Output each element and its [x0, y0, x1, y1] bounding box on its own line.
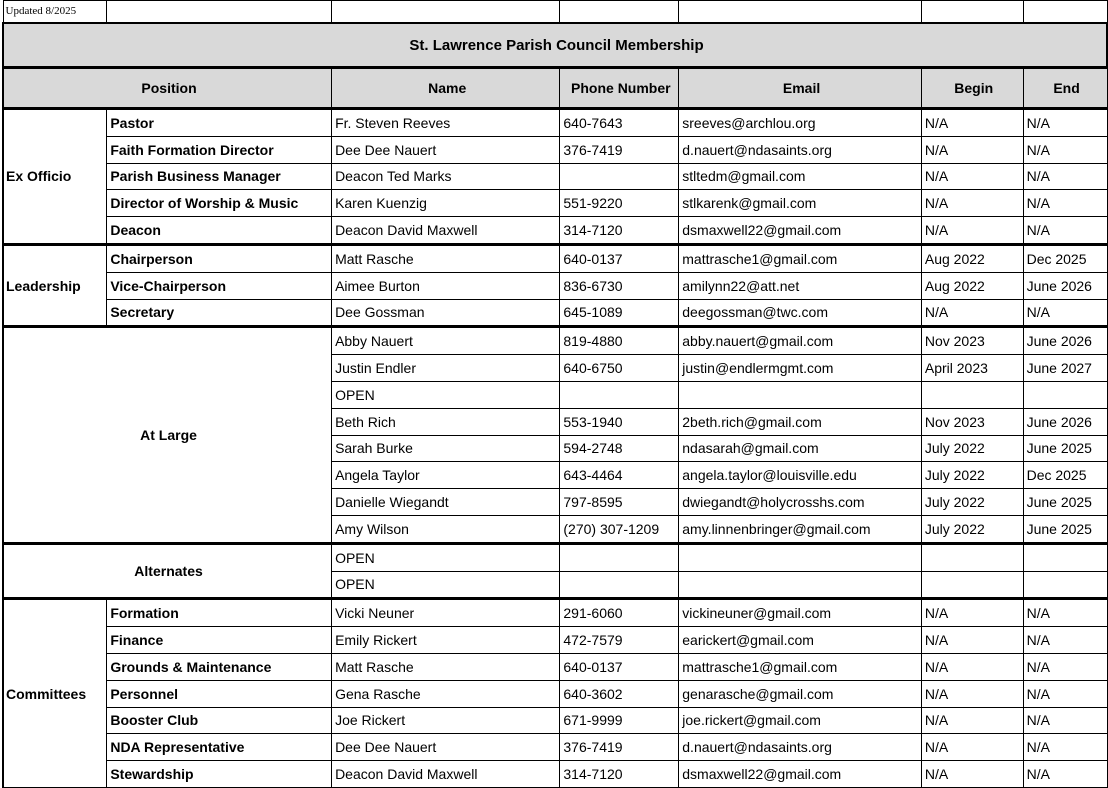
begin-cell [921, 571, 1023, 599]
name-cell: Deacon David Maxwell [332, 217, 560, 245]
begin-cell: Nov 2023 [921, 408, 1023, 435]
position-cell: Director of Worship & Music [107, 190, 332, 217]
end-cell: June 2026 [1023, 272, 1107, 299]
begin-cell: N/A [921, 163, 1023, 190]
empty-cell [560, 1, 679, 24]
updated-label: Updated 8/2025 [3, 1, 107, 24]
end-cell: Dec 2025 [1023, 244, 1107, 272]
name-cell: Beth Rich [332, 408, 560, 435]
name-cell: Matt Rasche [332, 244, 560, 272]
name-cell: Dee Gossman [332, 299, 560, 327]
email-cell: ndasarah@gmail.com [679, 435, 922, 462]
end-cell: N/A [1023, 599, 1107, 627]
at-large-row [3, 327, 1107, 355]
ex-officio-row [3, 190, 1107, 217]
begin-cell: July 2022 [921, 435, 1023, 462]
empty-cell [1023, 1, 1107, 24]
end-cell: June 2026 [1023, 408, 1107, 435]
name-cell: OPEN [332, 381, 560, 408]
email-cell [679, 543, 922, 571]
email-cell: stlkarenk@gmail.com [679, 190, 922, 217]
name-cell: Deacon David Maxwell [332, 761, 560, 788]
begin-cell: N/A [921, 217, 1023, 245]
page-title: St. Lawrence Parish Council Membership [3, 23, 1107, 68]
position-cell: Pastor [107, 109, 332, 137]
end-cell: June 2025 [1023, 489, 1107, 516]
header-end: End [1023, 68, 1107, 109]
begin-cell: N/A [921, 653, 1023, 680]
end-cell: June 2025 [1023, 515, 1107, 543]
phone-cell: 594-2748 [560, 435, 679, 462]
position-cell: Faith Formation Director [107, 136, 332, 163]
header-position: Position [3, 68, 332, 109]
position-cell: Chairperson [107, 244, 332, 272]
leadership-row [3, 244, 1107, 272]
email-cell: dsmaxwell22@gmail.com [679, 761, 922, 788]
end-cell: Dec 2025 [1023, 462, 1107, 489]
end-cell: N/A [1023, 299, 1107, 327]
begin-cell: Aug 2022 [921, 244, 1023, 272]
position-cell: Grounds & Maintenance [107, 653, 332, 680]
begin-cell [921, 381, 1023, 408]
position-cell: Stewardship [107, 761, 332, 788]
phone-cell: 376-7419 [560, 136, 679, 163]
phone-cell: 314-7120 [560, 761, 679, 788]
email-cell: angela.taylor@louisville.edu [679, 462, 922, 489]
end-cell: N/A [1023, 707, 1107, 734]
end-cell: N/A [1023, 136, 1107, 163]
begin-cell: N/A [921, 761, 1023, 788]
end-cell: June 2027 [1023, 355, 1107, 382]
begin-cell: N/A [921, 707, 1023, 734]
begin-cell: April 2023 [921, 355, 1023, 382]
group-label-at-large: At Large [3, 327, 332, 543]
name-cell: OPEN [332, 543, 560, 571]
begin-cell: July 2022 [921, 462, 1023, 489]
name-cell: Gena Rasche [332, 680, 560, 707]
email-cell [679, 571, 922, 599]
end-cell: N/A [1023, 653, 1107, 680]
phone-cell: 797-8595 [560, 489, 679, 516]
begin-cell: N/A [921, 299, 1023, 327]
position-cell: Booster Club [107, 707, 332, 734]
name-cell: Karen Kuenzig [332, 190, 560, 217]
header-email: Email [679, 68, 922, 109]
begin-cell: N/A [921, 190, 1023, 217]
begin-cell: N/A [921, 680, 1023, 707]
begin-cell: July 2022 [921, 489, 1023, 516]
email-cell: 2beth.rich@gmail.com [679, 408, 922, 435]
membership-table-body [3, 1, 1107, 788]
phone-cell: 553-1940 [560, 408, 679, 435]
email-cell: genarasche@gmail.com [679, 680, 922, 707]
begin-cell [921, 543, 1023, 571]
position-cell: Finance [107, 627, 332, 654]
committees-row [3, 627, 1107, 654]
membership-table [2, 0, 1108, 788]
phone-cell: 640-6750 [560, 355, 679, 382]
begin-cell: N/A [921, 136, 1023, 163]
name-cell: OPEN [332, 571, 560, 599]
name-cell: Danielle Wiegandt [332, 489, 560, 516]
position-cell: Parish Business Manager [107, 163, 332, 190]
phone-cell: 640-0137 [560, 653, 679, 680]
begin-cell: N/A [921, 599, 1023, 627]
email-cell: earickert@gmail.com [679, 627, 922, 654]
phone-cell: 551-9220 [560, 190, 679, 217]
phone-cell: 640-7643 [560, 109, 679, 137]
committees-row [3, 734, 1107, 761]
email-cell [679, 381, 922, 408]
end-cell: N/A [1023, 190, 1107, 217]
name-cell: Dee Dee Nauert [332, 136, 560, 163]
group-label-alternates: Alternates [3, 543, 332, 599]
phone-cell [560, 163, 679, 190]
begin-cell: N/A [921, 734, 1023, 761]
email-cell: joe.rickert@gmail.com [679, 707, 922, 734]
phone-cell: 376-7419 [560, 734, 679, 761]
phone-cell: 836-6730 [560, 272, 679, 299]
name-cell: Emily Rickert [332, 627, 560, 654]
email-cell: justin@endlermgmt.com [679, 355, 922, 382]
committees-row [3, 653, 1107, 680]
phone-cell [560, 543, 679, 571]
phone-cell: 671-9999 [560, 707, 679, 734]
email-cell: abby.nauert@gmail.com [679, 327, 922, 355]
empty-cell [107, 1, 332, 24]
phone-cell: 472-7579 [560, 627, 679, 654]
ex-officio-row [3, 163, 1107, 190]
committees-row [3, 761, 1107, 788]
name-cell: Justin Endler [332, 355, 560, 382]
name-cell: Angela Taylor [332, 462, 560, 489]
phone-cell: 645-1089 [560, 299, 679, 327]
begin-cell: Aug 2022 [921, 272, 1023, 299]
position-cell: Vice-Chairperson [107, 272, 332, 299]
email-cell: d.nauert@ndasaints.org [679, 734, 922, 761]
phone-cell: 314-7120 [560, 217, 679, 245]
group-label-committees: Committees [3, 599, 107, 788]
name-cell: Deacon Ted Marks [332, 163, 560, 190]
email-cell: stltedm@gmail.com [679, 163, 922, 190]
email-cell: vickineuner@gmail.com [679, 599, 922, 627]
email-cell: mattrasche1@gmail.com [679, 244, 922, 272]
name-cell: Fr. Steven Reeves [332, 109, 560, 137]
position-cell: Personnel [107, 680, 332, 707]
empty-cell [332, 1, 560, 24]
begin-cell: Nov 2023 [921, 327, 1023, 355]
phone-cell: 819-4880 [560, 327, 679, 355]
group-label-leadership: Leadership [3, 244, 107, 326]
committees-row [3, 680, 1107, 707]
phone-cell: (270) 307-1209 [560, 515, 679, 543]
end-cell: June 2026 [1023, 327, 1107, 355]
committees-row [3, 707, 1107, 734]
group-label-ex-officio: Ex Officio [3, 109, 107, 245]
updated-row [3, 1, 1107, 24]
email-cell: dsmaxwell22@gmail.com [679, 217, 922, 245]
leadership-row [3, 272, 1107, 299]
header-begin: Begin [921, 68, 1023, 109]
phone-cell: 640-3602 [560, 680, 679, 707]
position-cell: Formation [107, 599, 332, 627]
email-cell: amilynn22@att.net [679, 272, 922, 299]
begin-cell: N/A [921, 627, 1023, 654]
name-cell: Dee Dee Nauert [332, 734, 560, 761]
leadership-row [3, 299, 1107, 327]
begin-cell: July 2022 [921, 515, 1023, 543]
end-cell [1023, 381, 1107, 408]
email-cell: amy.linnenbringer@gmail.com [679, 515, 922, 543]
name-cell: Joe Rickert [332, 707, 560, 734]
end-cell: N/A [1023, 627, 1107, 654]
phone-cell [560, 381, 679, 408]
title-row [3, 23, 1107, 68]
email-cell: deegossman@twc.com [679, 299, 922, 327]
email-cell: dwiegandt@holycrosshs.com [679, 489, 922, 516]
header-name: Name [332, 68, 560, 109]
ex-officio-row [3, 217, 1107, 245]
header-row [3, 68, 1107, 109]
end-cell: N/A [1023, 761, 1107, 788]
name-cell: Abby Nauert [332, 327, 560, 355]
name-cell: Amy Wilson [332, 515, 560, 543]
end-cell: N/A [1023, 217, 1107, 245]
end-cell: N/A [1023, 734, 1107, 761]
empty-cell [921, 1, 1023, 24]
name-cell: Vicki Neuner [332, 599, 560, 627]
alternates-row [3, 543, 1107, 571]
position-cell: Secretary [107, 299, 332, 327]
empty-cell [679, 1, 922, 24]
begin-cell: N/A [921, 109, 1023, 137]
phone-cell: 640-0137 [560, 244, 679, 272]
position-cell: Deacon [107, 217, 332, 245]
phone-cell [560, 571, 679, 599]
name-cell: Sarah Burke [332, 435, 560, 462]
end-cell: N/A [1023, 680, 1107, 707]
phone-cell: 643-4464 [560, 462, 679, 489]
position-cell: NDA Representative [107, 734, 332, 761]
ex-officio-row [3, 136, 1107, 163]
email-cell: sreeves@archlou.org [679, 109, 922, 137]
committees-row [3, 599, 1107, 627]
name-cell: Aimee Burton [332, 272, 560, 299]
email-cell: d.nauert@ndasaints.org [679, 136, 922, 163]
ex-officio-row [3, 109, 1107, 137]
end-cell: N/A [1023, 163, 1107, 190]
end-cell [1023, 543, 1107, 571]
end-cell [1023, 571, 1107, 599]
end-cell: June 2025 [1023, 435, 1107, 462]
name-cell: Matt Rasche [332, 653, 560, 680]
email-cell: mattrasche1@gmail.com [679, 653, 922, 680]
header-phone: Phone Number [560, 68, 679, 109]
end-cell: N/A [1023, 109, 1107, 137]
phone-cell: 291-6060 [560, 599, 679, 627]
